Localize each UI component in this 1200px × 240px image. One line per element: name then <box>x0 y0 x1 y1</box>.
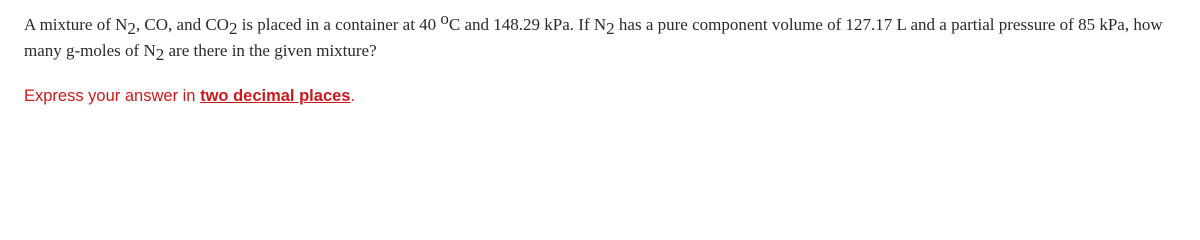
question-part-5: has a pure component volume of 127.17 L and a partial pressure of 85 kPa, how many g-moles of N <box>24 15 1163 60</box>
subscript-2: 2 <box>606 19 615 38</box>
question-part-2: , CO, and CO <box>135 15 229 34</box>
question-part-4: C and 148.29 kPa. If N <box>448 15 607 34</box>
instruction-prefix: Express your answer in <box>24 87 201 105</box>
question-part-6: are there in the given mixture? <box>164 41 377 60</box>
instruction-suffix: . <box>350 87 356 105</box>
answer-instruction <box>24 86 355 106</box>
question-part-3: is placed in a container at 40 <box>237 15 441 34</box>
instruction-emphasis: two decimal places <box>200 87 351 105</box>
question-text <box>24 9 1192 64</box>
subscript-2: 2 <box>228 19 238 38</box>
question-part-1: A mixture of N <box>24 15 128 34</box>
subscript-2: 2 <box>155 45 165 64</box>
degree-superscript: o <box>440 9 449 28</box>
subscript-2: 2 <box>127 19 136 38</box>
